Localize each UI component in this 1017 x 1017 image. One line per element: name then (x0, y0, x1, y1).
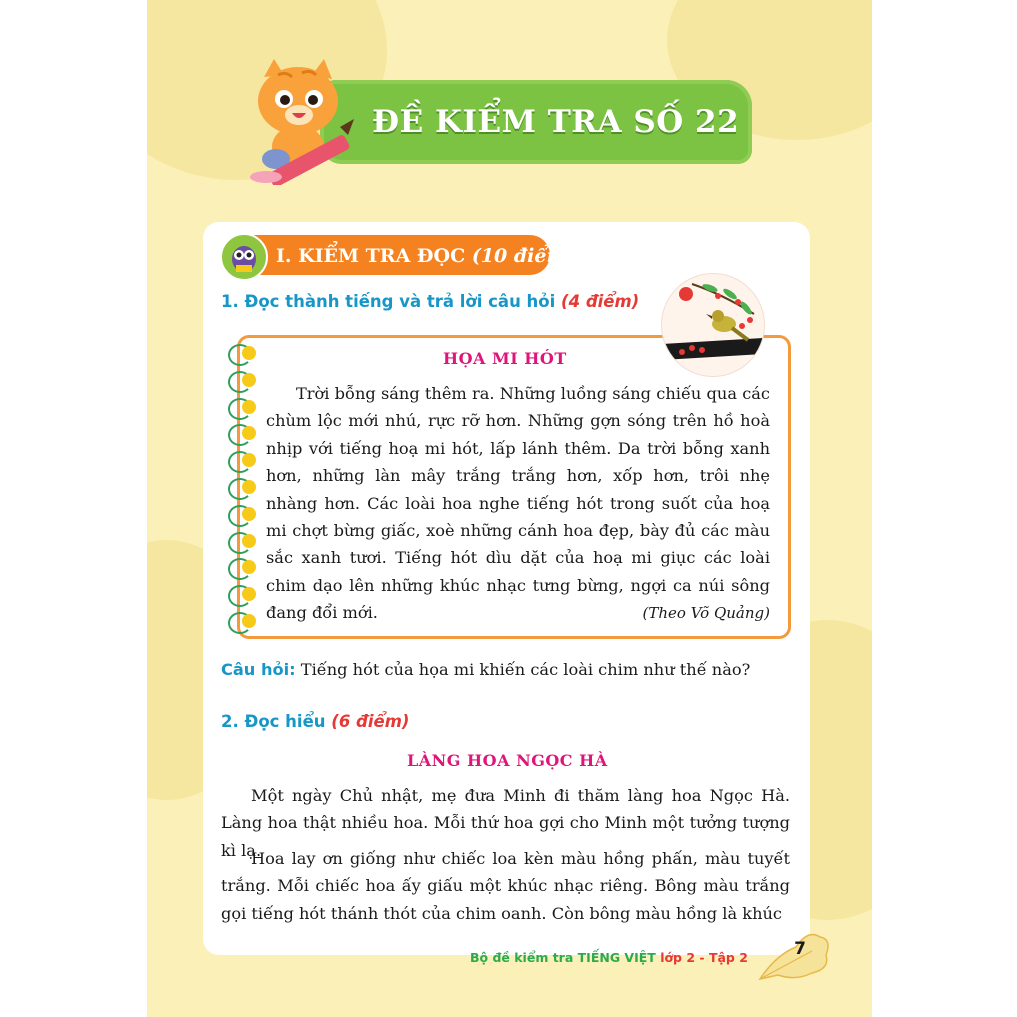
notebook-ring (242, 614, 256, 628)
story1-paragraph: Trời bỗng sáng thêm ra. Những luồng sáng chiếu qua các chùm lộc mới nhú, rực rỡ hơn. Những gợn sóng trên hồ hoà nhịp với tiếng hoạ mi hót, lấp lánh thêm. Da trời bỗng xanh hơn, những làn mây trắng trắng hơn, xốp hơn, trôi nhẹ nhàng hơn. Các loài hoa nghe tiếng hót trong suốt của hoạ mi chợt bừng giấc, xoè những cánh hoa đẹp, bày đủ các màu sắc xanh tươi. Tiếng hót dìu dặt của hoạ mi giục các loài chim dạo lên những khúc nhạc tưng bừng, ngợi ca núi sông đang đổi mới. (266, 384, 770, 623)
question-text: Tiếng hót của họa mi khiến các loài chim như thế nào? (300, 660, 751, 679)
notebook-ring (242, 373, 256, 387)
section-title (276, 237, 576, 275)
bird-branch-illustration (661, 273, 765, 377)
part2-points: (6 điểm) (331, 712, 410, 731)
tiger-mascot-icon (236, 55, 366, 185)
notebook-ring (242, 534, 256, 548)
part1-points: (4 điểm) (561, 292, 640, 311)
story2-paragraph2: Hoa lay ơn giống như chiếc loa kèn màu hồng phấn, màu tuyết trắng. Mỗi chiếc hoa ấy giấu một khúc nhạc riêng. Bông màu trắng gọi tiếng hót thánh thót của chim oanh. Còn bông màu hồng là khúc (221, 849, 790, 923)
part1-heading-text: 1. Đọc thành tiếng và trả lời câu hỏi (221, 292, 556, 311)
question-label: Câu hỏi: (221, 660, 296, 679)
section-points: (10 điểm) (471, 245, 576, 267)
question-line (221, 657, 750, 683)
part2-heading-text: 2. Đọc hiểu (221, 712, 326, 731)
page-number: 7 (794, 939, 806, 959)
notebook-ring (242, 400, 256, 414)
part1-heading (221, 292, 639, 311)
notebook-ring (242, 346, 256, 360)
story1-source: (Theo Võ Quảng) (642, 604, 770, 622)
part2-heading (221, 712, 409, 731)
story1-title: HỌA MI HÓT (443, 349, 567, 368)
story2-title: LÀNG HOA NGỌC HÀ (407, 751, 608, 770)
footer-grade: lớp 2 - Tập 2 (660, 950, 748, 965)
page-title: ĐỀ KIỂM TRA SỐ 22 (372, 104, 740, 140)
story2-paragraph1: Một ngày Chủ nhật, mẹ đưa Minh đi thăm làng hoa Ngọc Hà. Làng hoa thật nhiều hoa. Mỗi thứ hoa gợi cho Minh một tưởng tượng kì lạ. (221, 786, 790, 860)
footer-prefix: Bộ đề kiểm tra (470, 950, 574, 965)
section-label: I. KIỂM TRA ĐỌC (276, 245, 466, 267)
footer-series-label (470, 950, 748, 965)
owl-section-icon (220, 233, 268, 281)
notebook-ring (242, 507, 256, 521)
notebook-ring (242, 480, 256, 494)
footer-subject: TIẾNG VIỆT (577, 950, 656, 965)
